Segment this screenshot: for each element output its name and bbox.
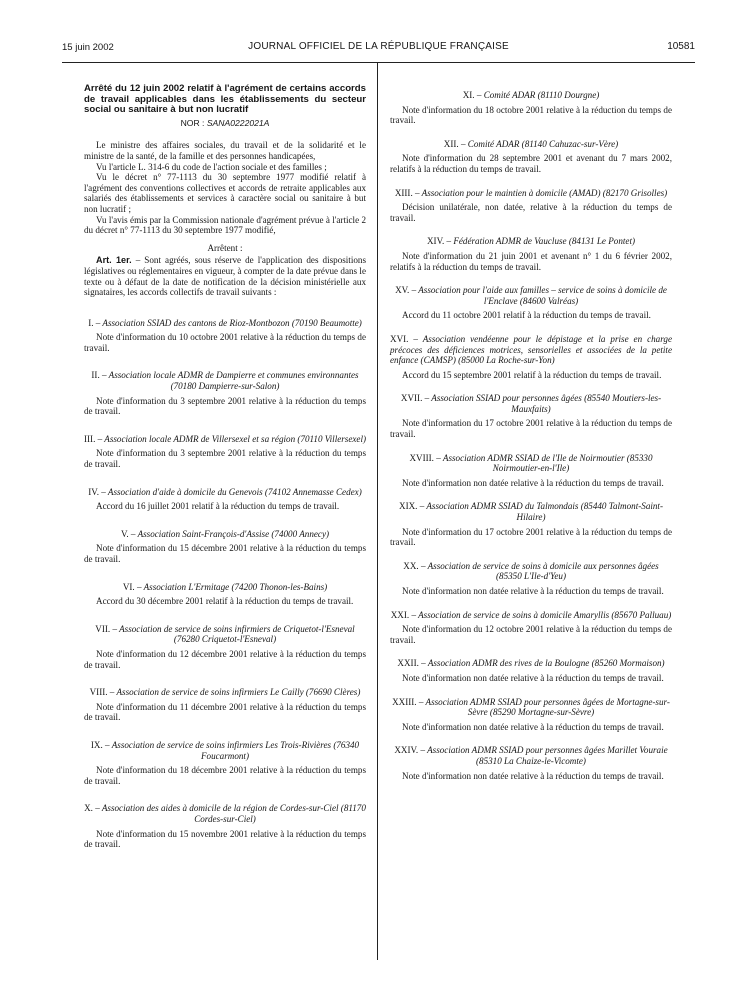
agreement-entry — [84, 318, 366, 354]
entry-title — [84, 740, 366, 761]
entry-text: Accord du 15 septembre 2001 relatif à la réduction du temps de travail. — [402, 369, 662, 380]
entry-text: Note d'information non datée relative à la réduction du temps de travail. — [402, 770, 664, 781]
entry-organisation: Fédération ADMR de Vaucluse (84131 Le Pontet) — [453, 236, 636, 247]
agreement-entry — [84, 624, 366, 670]
entry-number: III. – — [84, 433, 103, 444]
entry-number: XIV. – — [426, 236, 452, 247]
entry-organisation: Association ADMR SSIAD du Talmondais (85440 Talmont-Saint-Hilaire) — [426, 501, 663, 523]
left-entry-list — [84, 318, 366, 850]
entry-title — [84, 687, 366, 698]
entry-text: Note d'information du 17 octobre 2001 relative à la réduction du temps de travail. — [390, 526, 672, 548]
entry-number: II. – — [91, 370, 107, 381]
entry-text: Note d'information du 15 novembre 2001 relative à la réduction du temps de travail. — [84, 828, 366, 850]
header-journal-title: JOURNAL OFFICIEL DE LA RÉPUBLIQUE FRANÇAISE — [248, 41, 509, 52]
entry-text: Note d'information du 10 octobre 2001 relative à la réduction du temps de travail. — [84, 332, 366, 353]
entry-title — [390, 90, 672, 101]
article-1-text: – Sont agréés, sous réserve de l'application des dispositions législatives ou réglementaires en vigueur, à compter de la date prévue dans le texte ou à défaut de la date de notification de la décision ministérielle aux signataires, les accords collectifs de travail suivants : — [84, 255, 366, 298]
right-column — [390, 70, 672, 781]
agreement-entry — [390, 745, 672, 781]
entry-organisation: Association SSIAD des cantons de Rioz-Montbozon (70190 Beaumotte) — [102, 317, 362, 328]
agreement-entry — [390, 561, 672, 597]
arrete-title: Arrêté du 12 juin 2002 relatif à l'agrément de certains accords de travail applicables dans les établissements du secteur social ou sanitaire à but non lucratif — [84, 83, 366, 116]
entry-text: Accord du 16 juillet 2001 relatif à la réduction du temps de travail. — [96, 501, 340, 512]
preamble-line: Vu l'article L. 314-6 du code de l'action sociale et des familles ; — [96, 161, 327, 172]
entry-organisation: Comité ADAR (81110 Dourgne) — [483, 90, 600, 100]
agreement-entry — [390, 658, 672, 683]
entry-title — [390, 610, 672, 621]
arrete-preamble — [84, 140, 366, 297]
entry-text: Note d'information du 3 septembre 2001 relative à la réduction du temps de travail. — [84, 395, 366, 417]
column-divider — [377, 62, 378, 960]
agreement-entry — [390, 453, 672, 489]
agreement-entry — [84, 582, 366, 607]
agreement-entry — [390, 610, 672, 646]
preamble-line: Vu le décret n° 77-1113 du 30 septembre 1977 modifié relatif à l'agrément des conventions collectives et accords de retraite applicables aux salariés des établissements et services à caractère social ou sanitaire à but non lucratif ; — [84, 172, 366, 214]
entry-text: Décision unilatérale, non datée, relative à la réduction du temps de travail. — [390, 202, 672, 223]
arretent-heading: Arrêtent : — [207, 242, 243, 253]
entry-number: VII. – — [95, 623, 118, 634]
agreement-entry — [390, 139, 672, 175]
entry-organisation: Association SSIAD pour personnes âgées (85540 Moutiers-les-Mauxfaits) — [431, 393, 662, 414]
entry-text: Note d'information du 12 décembre 2001 relative à la réduction du temps de travail. — [84, 648, 366, 670]
entry-number: XI. – — [462, 90, 482, 100]
agreement-entry — [390, 334, 672, 380]
nor-label: NOR : — [180, 117, 205, 128]
entry-organisation: Association locale ADMR de Villersexel et sa région (70110 Villersexel) — [104, 433, 367, 444]
entry-title — [390, 334, 672, 366]
entry-organisation: Association ADMR SSIAD de l'Ile de Noirmoutier (85330 Noirmoutier-en-l'Ile) — [442, 452, 653, 474]
entry-text: Note d'information du 3 septembre 2001 relative à la réduction du temps de travail. — [84, 448, 366, 470]
agreement-entry — [390, 697, 672, 733]
entry-title — [390, 561, 672, 582]
agreement-entry — [84, 803, 366, 849]
entry-title — [390, 188, 672, 199]
left-column — [84, 70, 366, 850]
entry-number: VIII. – — [89, 687, 115, 698]
entry-organisation: Association locale ADMR de Dampierre et communes environnantes (70180 Dampierre-sur-Salon) — [108, 370, 359, 392]
preamble-line: Vu l'avis émis par la Commission nationale d'agrément prévue à l'article 2 du décret n° 77-1113 du 30 septembre 1977 modifié, — [84, 214, 366, 236]
entry-organisation: Association de service de soins infirmiers de Criquetot-l'Esneval (76280 Criquetot-l'Esneval) — [119, 623, 355, 645]
entry-title — [390, 285, 672, 306]
entry-title — [84, 434, 366, 445]
article-1-label: Art. 1er. — [96, 255, 132, 266]
entry-number: XXII. – — [397, 658, 426, 669]
entry-text: Accord du 30 décembre 2001 relatif à la réduction du temps de travail. — [96, 596, 354, 607]
entry-number: XVI. – — [390, 333, 418, 344]
entry-number: V. – — [120, 528, 136, 539]
entry-title — [84, 370, 366, 391]
agreement-entry — [84, 687, 366, 723]
agreement-entry — [390, 501, 672, 547]
entry-number: XVII. – — [400, 393, 430, 404]
entry-organisation: Association ADMR SSIAD pour personnes âgées Marillet Vouraie (85310 La Chaize-le-Vicomte) — [427, 745, 668, 766]
entry-organisation: Association pour l'aide aux familles – service de soins à domicile de l'Enclave (84600 Valréas) — [418, 285, 667, 306]
entry-organisation: Association des aides à domicile de la région de Cordes-sur-Ciel (81170 Cordes-sur-Ciel) — [101, 803, 366, 824]
entry-number: XV. – — [395, 285, 417, 296]
entry-title — [390, 453, 672, 474]
entry-number: XVIII. – — [409, 452, 441, 463]
entry-number: XXIV. – — [394, 745, 425, 756]
entry-title — [84, 624, 366, 645]
entry-text: Note d'information du 18 octobre 2001 relative à la réduction du temps de travail. — [390, 104, 672, 126]
agreement-entry — [84, 529, 366, 565]
agreement-entry — [390, 393, 672, 439]
entry-title — [84, 582, 366, 593]
entry-title — [390, 393, 672, 414]
page-header — [62, 40, 695, 56]
agreement-entry — [390, 90, 672, 126]
header-rule — [62, 62, 695, 63]
entry-text: Note d'information du 21 juin 2001 et avenant n° 1 du 6 février 2002, relatifs à la réduction du temps de travail. — [390, 250, 672, 272]
entry-title — [390, 139, 672, 150]
agreement-entry — [390, 188, 672, 224]
entry-text: Note d'information du 12 octobre 2001 relative à la réduction du temps de travail. — [390, 624, 672, 645]
header-page-number: 10581 — [667, 41, 695, 52]
entry-organisation: Association pour le maintien à domicile (AMAD) (82170 Grisolles) — [421, 187, 668, 198]
header-date: 15 juin 2002 — [62, 42, 114, 53]
nor-code: SANA0222021A — [206, 117, 270, 128]
entry-organisation: Association vendéenne pour le dépistage et la prise en charge précoces des déficiences motrices, sensorielles et associées de la petite enfance (CAMSP) (85000 La Roche-sur-Yon) — [390, 333, 673, 366]
entry-organisation: Comité ADAR (81140 Cahuzac-sur-Vère) — [467, 138, 619, 149]
entry-number: XIII. – — [394, 187, 420, 198]
agreement-entry — [84, 370, 366, 416]
entry-number: IX. – — [90, 739, 110, 750]
entry-text: Note d'information non datée relative à la réduction du temps de travail. — [402, 586, 664, 596]
entry-text: Note d'information du 15 décembre 2001 relative à la réduction du temps de travail. — [84, 543, 366, 564]
entry-title — [84, 318, 366, 329]
agreement-entry — [84, 487, 366, 512]
entry-number: XIX. – — [399, 501, 425, 512]
entry-number: XX. – — [403, 560, 426, 571]
entry-number: XII. – — [443, 138, 466, 149]
entry-organisation: Association ADMR SSIAD pour personnes âgées de Mortagne-sur-Sèvre (85290 Mortagne-sur-Sèvre) — [425, 696, 670, 718]
entry-number: VI. – — [122, 581, 142, 592]
entry-organisation: Association de service de soins à domicile Amaryllis (85670 Palluau) — [418, 609, 672, 620]
entry-text: Note d'information non datée relative à la réduction du temps de travail. — [402, 477, 664, 488]
entry-organisation: Association L'Ermitage (74200 Thonon-les-Bains) — [143, 581, 328, 592]
entry-text: Note d'information du 17 octobre 2001 relative à la réduction du temps de travail. — [390, 418, 672, 440]
entry-title — [84, 487, 366, 498]
entry-text: Note d'information non datée relative à la réduction du temps de travail. — [402, 721, 664, 732]
entry-title — [84, 529, 366, 540]
entry-organisation: Association de service de soins infirmiers Les Trois-Rivières (76340 Foucarmont) — [111, 739, 360, 761]
entry-text: Note d'information du 28 septembre 2001 et avenant du 7 mars 2002, relatifs à la réduction du temps de travail. — [390, 153, 672, 174]
entry-number: XXIII. – — [392, 696, 424, 707]
agreement-entry — [390, 236, 672, 272]
agreement-entry — [390, 285, 672, 321]
preamble-line: Le ministre des affaires sociales, du travail et de la solidarité et le ministre de la santé, de la famille et des personnes handicapées, — [84, 140, 366, 161]
entry-number: I. – — [88, 317, 101, 328]
entry-text: Accord du 11 octobre 2001 relatif à la réduction du temps de travail. — [402, 310, 651, 321]
entry-title — [390, 745, 672, 766]
entry-organisation: Association ADMR des rives de la Boulogne (85260 Mormaison) — [427, 658, 665, 669]
agreement-entry — [84, 740, 366, 786]
agreement-entry — [84, 434, 366, 470]
entry-organisation: Association de service de soins infirmiers Le Cailly (76690 Clères) — [116, 687, 361, 698]
entry-organisation: Association Saint-François-d'Assise (74000 Annecy) — [137, 528, 330, 539]
entry-title — [390, 658, 672, 669]
right-entry-list — [390, 90, 672, 781]
entry-title — [84, 803, 366, 824]
entry-number: X. – — [84, 803, 100, 814]
entry-text: Note d'information du 11 décembre 2001 relative à la réduction du temps de travail. — [84, 701, 366, 723]
entry-organisation: Association d'aide à domicile du Genevois (74102 Annemasse Cedex) — [107, 486, 362, 497]
entry-text: Note d'information non datée relative à la réduction du temps de travail. — [402, 672, 664, 683]
nor-reference — [84, 118, 366, 129]
entry-organisation: Association de service de soins à domicile aux personnes âgées (85350 L'Ile-d'Yeu) — [427, 560, 659, 582]
entry-number: XXI. – — [390, 609, 416, 620]
entry-number: IV. – — [88, 486, 106, 497]
article-1 — [84, 255, 366, 297]
entry-title — [390, 501, 672, 522]
entry-text: Note d'information du 18 décembre 2001 relative à la réduction du temps de travail. — [84, 765, 366, 786]
entry-title — [390, 236, 672, 247]
entry-title — [390, 697, 672, 718]
